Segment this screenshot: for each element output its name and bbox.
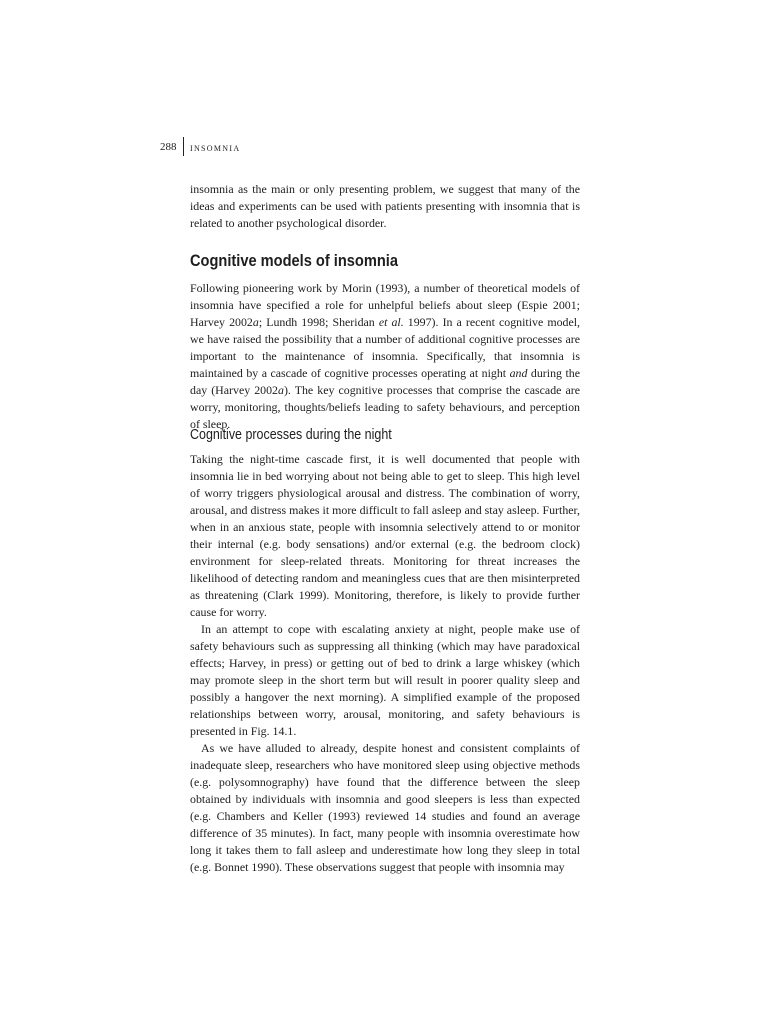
subsection-heading: Cognitive processes during the night [190,427,392,443]
section-paragraph-text: ). The key cognitive processes that comprise the cascade are worry, monitoring, thoughts/beliefs leading to safety behaviours, and perception of sleep. [190,383,580,431]
section-paragraph-text: ; Lundh 1998; Sheridan [258,315,379,329]
page-number: 288 [160,140,177,153]
section-paragraph-italic: a [278,383,284,397]
running-head [160,137,240,156]
section-paragraph [190,280,580,433]
subsection-paragraph-1: Taking the night-time cascade first, it is well documented that people with insomnia lie in bed worrying about not being able to get to sleep. This high level of worry triggers physiological arousal and distress. The combination of worry, arousal, and distress makes it more difficult to fall asleep and stay asleep. Further, when in an anxious state, people with insomnia selectively attend to or monitor their internal (e.g. body sensations) and/or external (e.g. the bedroom clock) environment for sleep-related threats. Monitoring for threat increases the likelihood of detecting random and meaningless cues that are then misinterpreted as threatening (Clark 1999). Monitoring, therefore, is likely to provide further cause for worry. [190,452,580,619]
subsection-paragraph-3: As we have alluded to already, despite honest and consistent complaints of inadequate sleep, researchers who have monitored sleep using objective methods (e.g. polysomnography) have found that the difference between the sleep obtained by individuals with insomnia and good sleepers is less than expected (e.g. Chambers and Keller (1993) reviewed 14 studies and found an average difference of 35 minutes). In fact, many people with insomnia overestimate how long it takes them to fall asleep and underestimate how long they sleep in total (e.g. Bonnet 1990). These observations suggest that people with insomnia may [190,741,580,874]
section-paragraph-italic: a [252,315,259,329]
intro-paragraph: insomnia as the main or only presenting problem, we suggest that many of the ideas and experiments can be used with patients presenting with insomnia that is related to another psychological disorder. [190,182,580,230]
running-head-title: insomnia [190,139,241,154]
section-block [190,250,580,433]
section-paragraph-text: Following pioneering work by Morin (1993), a number of theoretical models of insomnia have specified a role for unhelpful beliefs about sleep (Espie 2001; Harvey 2002 [190,281,580,329]
running-head-divider [183,137,184,156]
section-heading: Cognitive models of insomnia [190,251,398,270]
intro-block [190,181,580,232]
subsection-block [190,426,580,876]
section-paragraph-italic: et al. [378,315,404,329]
subsection-paragraph-2: In an attempt to cope with escalating anxiety at night, people make use of safety behaviours such as suppressing all thinking (which may have paradoxical effects; Harvey, in press) or getting out of bed to drink a large whiskey (which may promote sleep in the short term but will result in poorer quality sleep and possibly a hangover the next morning). A simplified example of the proposed relationships between worry, arousal, monitoring, and safety behaviours is presented in Fig. 14.1. [190,622,580,738]
section-paragraph-text: 1997). In a recent cognitive model, we have raised the possibility that a number of additional cognitive processes are important to the maintenance of insomnia. Specifically, that insomnia is maintained by a cascade of cognitive processes operating at night [190,315,581,380]
section-paragraph-text: during the day (Harvey 2002 [190,366,580,397]
section-paragraph-italic: and [509,366,528,380]
